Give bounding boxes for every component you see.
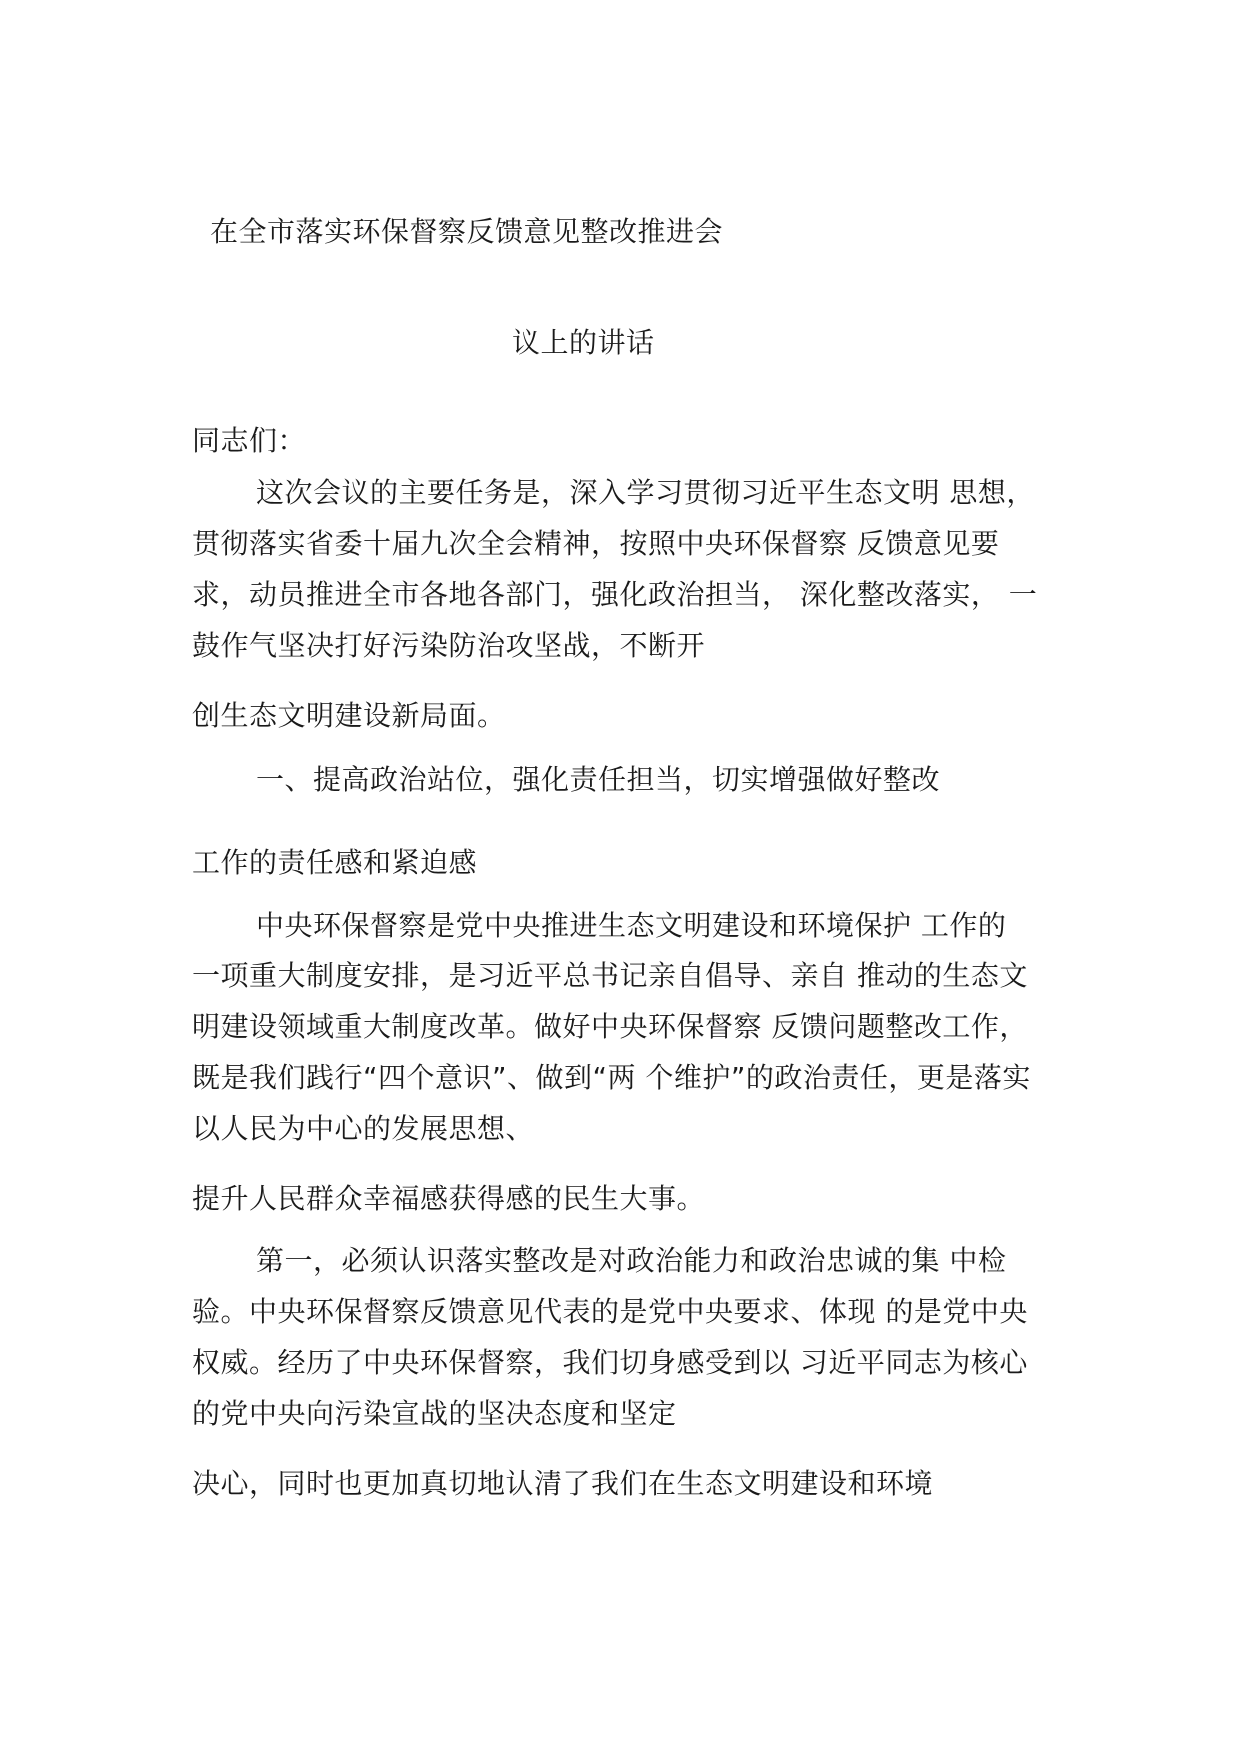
text-line: 鼓作气坚决打好污染防治攻坚战，不断开 (192, 629, 706, 662)
salutation: 同志们： (192, 424, 307, 457)
text-line: 权威。经历了中央环保督察，我们切身感受到以 习近平同志为核心 (192, 1346, 1028, 1379)
text-line: 既是我们践行“四个意识”、做到“两 个维护”的政治责任，更是落实 (192, 1061, 1031, 1094)
text-line: 这次会议的主要任务是，深入学习贯彻习近平生态文明 思想， (256, 476, 1035, 509)
document-title-line-2: 议上的讲话 (512, 326, 655, 359)
text-line: 一项重大制度安排，是习近平总书记亲自倡导、亲自 推动的生态文 (192, 959, 1028, 992)
text-line: 验。中央环保督察反馈意见代表的是党中央要求、体现 的是党中央 (192, 1295, 1028, 1328)
document-title-line-1: 在全市落实环保督察反馈意见整改推进会 (210, 215, 724, 248)
text-line: 中央环保督察是党中央推进生态文明建设和环境保护 工作的 (256, 909, 1007, 942)
text-line: 求，动员推进全市各地各部门，强化政治担当， 深化整改落实， 一 (192, 578, 1038, 611)
text-line: 第一，必须认识落实整改是对政治能力和政治忠诚的集 中检 (256, 1244, 1007, 1277)
text-line: 明建设领域重大制度改革。做好中央环保督察 反馈问题整改工作， (192, 1010, 1028, 1043)
text-line: 决心，同时也更加真切地认清了我们在生态文明建设和环境 (192, 1467, 934, 1500)
text-line: 提升人民群众幸福感获得感的民生大事。 (192, 1182, 706, 1215)
text-line: 以人民为中心的发展思想、 (192, 1112, 535, 1145)
text-line: 贯彻落实省委十届九次全会精神，按照中央环保督察 反馈意见要 (192, 527, 1000, 560)
section-heading-line: 工作的责任感和紧迫感 (192, 846, 478, 879)
text-line: 创生态文明建设新局面。 (192, 699, 506, 732)
text-line: 的党中央向污染宣战的坚决态度和坚定 (192, 1397, 677, 1430)
section-heading-line: 一、提高政治站位，强化责任担当，切实增强做好整改 (256, 763, 941, 796)
